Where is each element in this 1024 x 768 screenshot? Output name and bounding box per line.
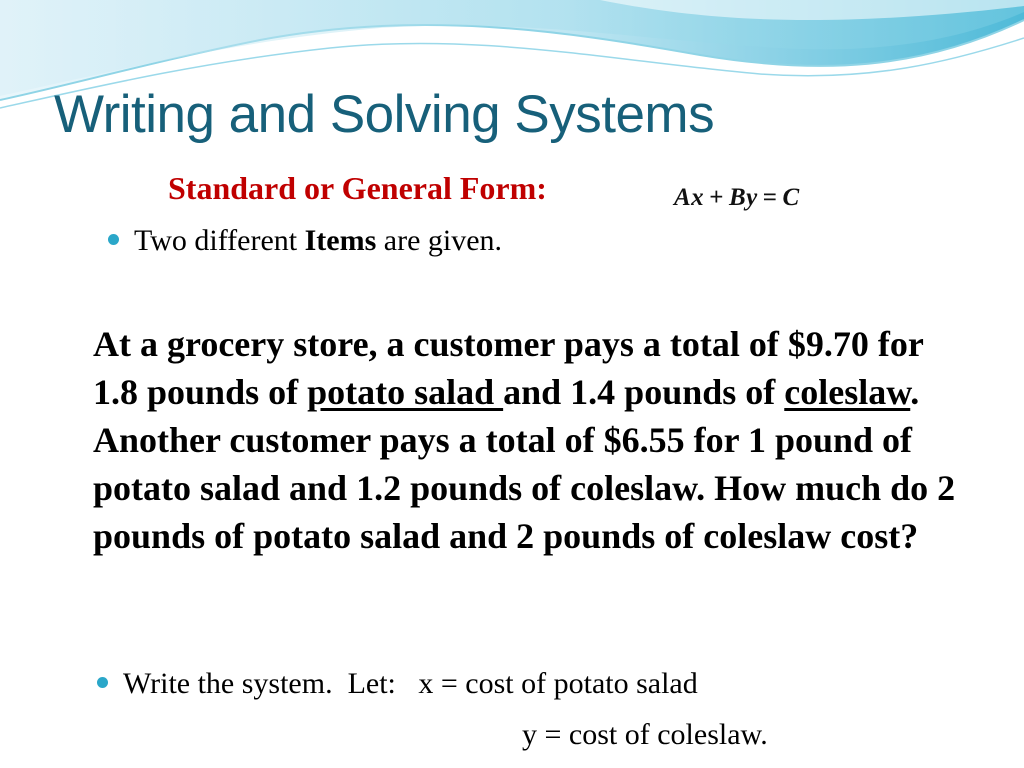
- bullet-dot-icon: [108, 234, 119, 245]
- bullet-dot-icon: [97, 677, 108, 688]
- formula-term-ax: Ax: [674, 184, 705, 211]
- problem-underline-coleslaw: coleslaw: [784, 372, 911, 412]
- standard-form-equation: [674, 184, 800, 212]
- problem-text-3: . Another customer pays a total of $6.55 for 1 pound of potato salad and 1.2 pounds of coleslaw. How much do 2 pounds of potato salad and 2 pounds of coleslaw cost?: [93, 372, 956, 556]
- formula-term-c: C: [782, 184, 800, 211]
- bullet-two-items: [108, 224, 502, 258]
- formula-term-by: By: [728, 184, 758, 211]
- variable-y-definition: y = cost of coleslaw.: [522, 718, 768, 751]
- problem-underline-potato-salad: potato salad: [307, 372, 504, 412]
- bullet-two-items-bold: Items: [304, 224, 377, 257]
- bullet-write-system-text: Write the system. Let: x = cost of potato salad: [123, 667, 698, 700]
- formula-equals: =: [762, 184, 778, 211]
- bullet-two-items-suffix: are given.: [376, 224, 503, 257]
- bullet-two-items-prefix: Two different: [134, 224, 305, 257]
- bullet-write-system: [97, 667, 698, 701]
- problem-text-1: At a grocery store, a customer pays a total of $9.70 for 1.8 pounds of: [93, 324, 924, 412]
- formula-plus: +: [709, 184, 724, 211]
- slide-title: Writing and Solving Systems: [54, 85, 715, 144]
- word-problem: [93, 320, 963, 560]
- problem-text-2: and 1.4 pounds of: [503, 372, 785, 412]
- standard-form-label: Standard or General Form:: [168, 170, 547, 206]
